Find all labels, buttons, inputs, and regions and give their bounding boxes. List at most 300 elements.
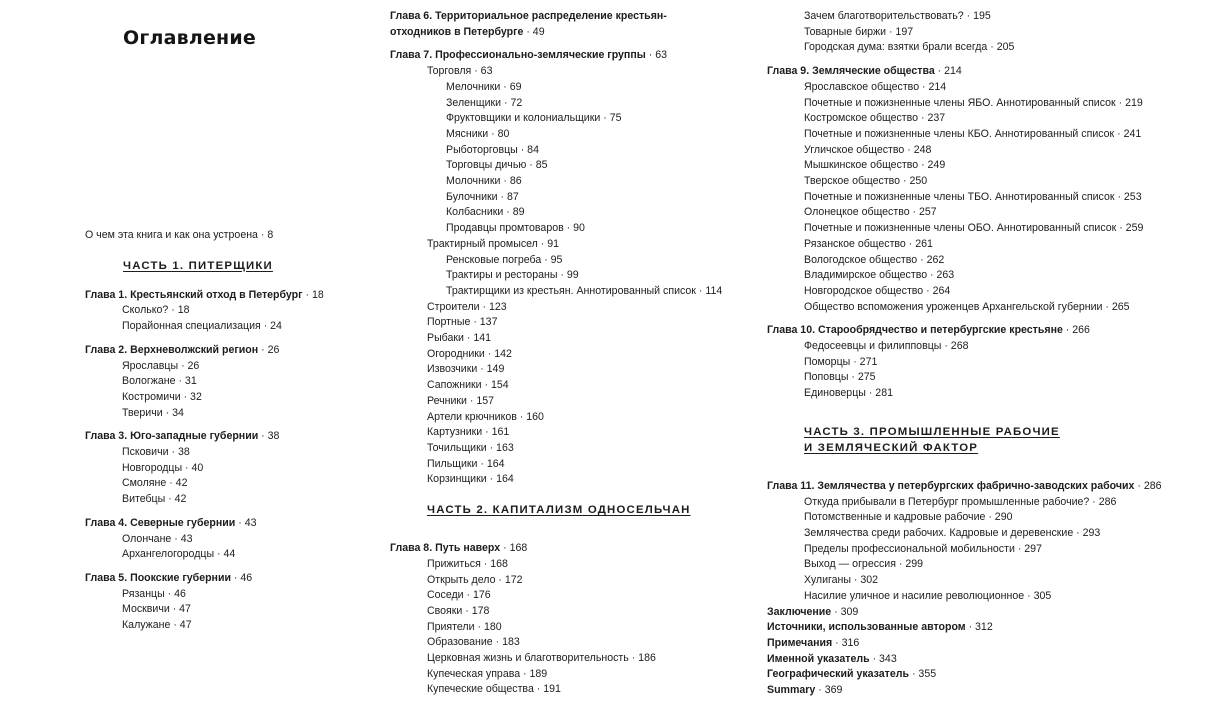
entry-title: Олонецкое общество (804, 206, 910, 219)
entry-title: Источники, использованные автором (767, 621, 966, 634)
toc-chapter-entry[interactable] (767, 620, 1212, 636)
part-heading-text: ЧАСТЬ 2. КАПИТАЛИЗМ ОДНОСЕЛЬЧАН (427, 504, 691, 517)
toc-chapter-entry[interactable] (85, 343, 375, 359)
toc-chapter-entry[interactable] (767, 667, 1212, 683)
entry-title: Витебцы (122, 493, 166, 506)
entry-title: Трактирщики из крестьян. Аннотированный список (446, 284, 696, 297)
entry-page-number: · 263 (927, 269, 955, 282)
toc-section-entry[interactable] (767, 557, 1212, 573)
toc-section-entry[interactable] (85, 602, 375, 618)
entry-page-number: · 47 (170, 619, 192, 632)
toc-section-entry[interactable] (390, 111, 750, 127)
entry-title: Трактиры и рестораны (446, 269, 558, 282)
entry-title: Торговцы дичью (446, 159, 527, 172)
entry-page-number: · 84 (517, 143, 539, 156)
entry-page-number: · 69 (500, 80, 522, 93)
toc-section-entry[interactable] (767, 158, 1212, 174)
toc-section-entry[interactable] (767, 589, 1212, 605)
entry-page-number: · 46 (230, 571, 253, 584)
toc-section-entry[interactable] (767, 96, 1212, 112)
entry-page-number: · 91 (537, 237, 560, 250)
toc-section-entry[interactable] (390, 80, 750, 96)
entry-title: Глава 2. Верхневолжский регион (85, 343, 259, 356)
toc-section-entry[interactable] (390, 651, 750, 667)
entry-title: Хулиганы (804, 574, 851, 587)
entry-title: Купеческая управа (427, 667, 521, 680)
entry-title: Владимирское общество (804, 269, 928, 282)
entry-page-number: · 343 (869, 652, 897, 665)
part-heading-text: ЧАСТЬ 1. ПИТЕРЩИКИ (123, 259, 273, 272)
entry-title: Соседи (427, 589, 464, 602)
entry-title: Порайонная специализация (122, 320, 261, 333)
entry-page-number: · 286 (1134, 479, 1162, 492)
entry-title: Рязанское общество (804, 237, 906, 250)
entry-title: Географический указатель (767, 668, 910, 681)
entry-page-number: · 141 (463, 332, 492, 345)
toc-section-entry[interactable] (85, 303, 375, 319)
toc-section-entry[interactable] (390, 362, 750, 378)
entry-page-number: · 180 (474, 620, 502, 633)
entry-page-number: · 316 (832, 636, 860, 649)
toc-section-entry[interactable] (767, 174, 1212, 190)
entry-page-number: · 63 (471, 65, 493, 78)
entry-title: Костромское общество (804, 112, 919, 125)
entry-page-number: · 137 (470, 316, 498, 329)
part-heading (804, 424, 1212, 456)
entry-title: Приятели (427, 620, 475, 633)
toc-section-entry[interactable] (767, 9, 1212, 25)
entry-page-number: · 257 (909, 206, 937, 219)
entry-page-number: · 205 (987, 41, 1015, 54)
toc-section-entry[interactable] (390, 557, 750, 573)
toc-section-entry[interactable] (390, 588, 750, 604)
toc-section-entry[interactable] (390, 300, 750, 316)
entry-page-number: · 189 (520, 667, 548, 680)
entry-title: Глава 10. Старообрядчество и петербургские крестьяне (767, 324, 1063, 337)
toc-section-entry[interactable] (390, 96, 750, 112)
toc-section-entry[interactable] (767, 25, 1212, 41)
entry-page-number: · 43 (235, 516, 257, 529)
entry-title: Прижиться (427, 557, 481, 570)
toc-section-entry[interactable] (85, 319, 375, 335)
entry-page-number: · 369 (815, 684, 843, 697)
entry-title: Рыботорговцы (446, 143, 518, 156)
entry-page-number: · 355 (909, 668, 937, 681)
entry-page-number: · 286 (1089, 495, 1117, 508)
toc-section-entry[interactable] (390, 284, 750, 300)
toc-column-right (767, 9, 1212, 699)
toc-section-entry[interactable] (767, 573, 1212, 589)
entry-title: Строители (427, 300, 480, 313)
entry-page-number: · 49 (523, 25, 545, 38)
entry-title: Насилие уличное и насилие революционное (804, 589, 1025, 602)
toc-section-entry[interactable] (390, 174, 750, 190)
entry-page-number: · 309 (831, 605, 859, 618)
entry-page-number: · 43 (171, 532, 193, 545)
entry-title: Рязанцы (122, 587, 165, 600)
entry-page-number: · 149 (477, 363, 505, 376)
toc-section-entry[interactable] (767, 510, 1212, 526)
toc-section-entry[interactable] (767, 370, 1212, 386)
entry-title: Архангелогородцы (122, 548, 215, 561)
entry-page-number: · 18 (168, 304, 190, 317)
toc-section-entry[interactable] (85, 476, 375, 492)
toc-section-entry[interactable] (85, 547, 375, 563)
entry-title: Примечания (767, 636, 833, 649)
entry-title: Колбасники (446, 206, 504, 219)
entry-title: Тверское общество (804, 175, 901, 188)
entry-page-number: · 195 (963, 10, 991, 22)
entry-title: Поповцы (804, 371, 849, 384)
entry-page-number: · 249 (918, 159, 946, 172)
entry-title: Речники (427, 394, 467, 407)
toc-section-entry[interactable] (767, 143, 1212, 159)
entry-page-number: · 178 (462, 604, 490, 617)
entry-page-number: · 183 (492, 636, 520, 649)
entry-page-number: · 99 (557, 269, 579, 282)
entry-page-number: · 31 (175, 375, 197, 388)
entry-page-number: · 38 (168, 446, 190, 459)
toc-section-entry[interactable] (390, 331, 750, 347)
toc-section-entry[interactable] (390, 190, 750, 206)
toc-section-entry[interactable] (390, 667, 750, 683)
entry-title: Свояки (427, 604, 463, 617)
entry-title: Потомственные и кадровые рабочие (804, 511, 986, 524)
entry-page-number: · 47 (169, 603, 191, 616)
entry-title: Москвичи (122, 603, 170, 616)
entry-title: Ярославское общество (804, 80, 920, 93)
entry-title: Глава 6. Территориальное распределение крестьян- (390, 10, 667, 22)
entry-page-number: · 271 (850, 355, 878, 368)
entry-title: отходников в Петербурге (390, 25, 524, 38)
entry-page-number: · 168 (500, 542, 528, 555)
toc-section-entry[interactable] (767, 111, 1212, 127)
entry-title: Тверичи (122, 406, 163, 419)
part-heading-text: ЧАСТЬ 3. ПРОМЫШЛЕННЫЕ РАБОЧИЕ (804, 425, 1060, 438)
toc-section-entry[interactable] (767, 127, 1212, 143)
entry-page-number: · 164 (486, 473, 514, 486)
entry-page-number: · 160 (516, 410, 544, 423)
toc-section-entry[interactable] (85, 461, 375, 477)
entry-page-number: · 241 (1114, 127, 1142, 140)
toc-section-entry[interactable] (767, 386, 1212, 402)
entry-title: Вологодское общество (804, 253, 918, 266)
entry-title: Зеленщики (446, 96, 502, 109)
toc-chapter-entry[interactable] (767, 64, 1212, 80)
entry-title: Точильщики (427, 441, 487, 454)
entry-title: Сколько? (122, 304, 169, 317)
entry-page-number: · 34 (162, 406, 184, 419)
toc-section-entry[interactable] (390, 682, 750, 698)
entry-page-number: · 8 (257, 229, 274, 241)
entry-page-number: · 142 (484, 347, 512, 360)
toc-column-middle (390, 9, 750, 698)
entry-title: Сапожники (427, 379, 482, 392)
toc-section-entry[interactable] (390, 604, 750, 620)
toc-chapter-entry[interactable] (767, 683, 1212, 699)
entry-title: Откуда прибывали в Петербург промышленные рабочие? (804, 495, 1090, 508)
toc-section-entry[interactable] (767, 190, 1212, 206)
entry-page-number: · 262 (917, 253, 945, 266)
toc-section-entry[interactable] (767, 40, 1212, 56)
entry-page-number: · 214 (919, 80, 947, 93)
entry-page-number: · 26 (258, 343, 280, 356)
entry-page-number: · 281 (865, 387, 893, 400)
entry-title: Калужане (122, 619, 171, 632)
toc-section-entry[interactable] (390, 64, 750, 80)
entry-title: Глава 4. Северные губернии (85, 516, 236, 529)
toc-section-entry[interactable] (390, 253, 750, 269)
toc-section-entry[interactable] (390, 620, 750, 636)
entry-title: Новгородцы (122, 461, 183, 474)
entry-page-number: · 75 (600, 112, 622, 125)
toc-chapter-entry[interactable] (390, 9, 750, 25)
toc-chapter-entry[interactable] (767, 636, 1212, 652)
entry-page-number: · 42 (166, 477, 188, 490)
part-heading (123, 258, 375, 274)
entry-page-number: · 89 (503, 206, 525, 219)
entry-title: Мышкинское общество (804, 159, 919, 172)
entry-page-number: · 42 (165, 493, 187, 506)
entry-title: Именной указатель (767, 652, 870, 665)
entry-title: Федосеевцы и филипповцы (804, 340, 942, 353)
toc-section-entry[interactable] (390, 635, 750, 651)
entry-page-number: · 163 (486, 441, 514, 454)
entry-page-number: · 264 (923, 284, 951, 297)
entry-title: Картузники (427, 426, 483, 439)
toc-section-entry[interactable] (390, 205, 750, 221)
part-heading (427, 502, 750, 518)
toc-section-entry[interactable] (767, 495, 1212, 511)
entry-page-number: · 87 (497, 190, 519, 203)
entry-title: Выход — огрессия (804, 558, 896, 571)
entry-page-number: · 95 (541, 253, 563, 266)
toc-chapter-entry[interactable] (390, 25, 750, 41)
toc-section-entry[interactable] (390, 425, 750, 441)
toc-section-entry[interactable] (767, 205, 1212, 221)
toc-section-entry[interactable] (390, 378, 750, 394)
entry-title: Заключение (767, 605, 832, 618)
entry-title: Купеческие общества (427, 683, 534, 696)
entry-title: Вологжане (122, 375, 176, 388)
entry-title: Фруктовщики и колониальщики (446, 112, 601, 125)
part-heading-text: И ЗЕМЛЯЧЕСКИЙ ФАКТОР (804, 441, 979, 454)
entry-title: О чем эта книга и как она устроена (85, 229, 258, 241)
toc-chapter-entry[interactable] (85, 288, 375, 304)
entry-title: Почетные и пожизненные члены ЯБО. Аннотированный список (804, 96, 1116, 109)
entry-title: Зачем благотворительствовать? (804, 10, 964, 22)
entry-page-number: · 186 (628, 652, 656, 665)
entry-title: Торговля (427, 65, 472, 78)
entry-title: Поморцы (804, 355, 851, 368)
entry-page-number: · 268 (941, 340, 969, 353)
toc-section-entry[interactable] (767, 253, 1212, 269)
entry-page-number: · 305 (1024, 589, 1052, 602)
toc-section-entry[interactable] (390, 158, 750, 174)
entry-page-number: · 259 (1116, 222, 1144, 235)
entry-page-number: · 114 (695, 284, 723, 297)
entry-page-number: · 299 (895, 558, 924, 571)
toc-chapter-entry[interactable] (767, 605, 1212, 621)
entry-page-number: · 86 (500, 175, 522, 188)
entry-title: Трактирный промысел (427, 237, 538, 250)
toc-section-entry[interactable] (390, 573, 750, 589)
toc-section-entry[interactable] (390, 457, 750, 473)
entry-title: Пределы профессиональной мобильности (804, 542, 1015, 555)
entry-page-number: · 250 (900, 175, 928, 188)
toc-section-entry[interactable] (767, 284, 1212, 300)
toc-chapter-entry[interactable] (767, 479, 1212, 495)
toc-section-entry[interactable] (390, 268, 750, 284)
entry-page-number: · 63 (645, 49, 667, 62)
entry-page-number: · 164 (477, 457, 505, 470)
entry-title: Олончане (122, 532, 172, 545)
toc-section-entry[interactable] (767, 221, 1212, 237)
toc-chapter-entry[interactable] (767, 652, 1212, 668)
entry-page-number: · 44 (214, 548, 236, 561)
entry-page-number: · 123 (479, 300, 507, 313)
entry-page-number: · 219 (1115, 96, 1143, 109)
entry-page-number: · 253 (1114, 190, 1142, 203)
page-title: Оглавление (123, 27, 256, 49)
entry-page-number: · 237 (918, 112, 946, 125)
toc-intro-entry[interactable] (85, 228, 375, 244)
entry-title: Огородники (427, 347, 485, 360)
toc-section-entry[interactable] (767, 237, 1212, 253)
toc-chapter-entry[interactable] (390, 541, 750, 557)
entry-title: Глава 1. Крестьянский отход в Петербург (85, 288, 303, 301)
toc-section-entry[interactable] (85, 587, 375, 603)
toc-section-entry[interactable] (390, 127, 750, 143)
toc-section-entry[interactable] (767, 542, 1212, 558)
entry-title: Summary (767, 684, 816, 697)
entry-page-number: · 297 (1014, 542, 1042, 555)
entry-page-number: · 176 (463, 589, 491, 602)
entry-title: Открыть дело (427, 573, 496, 586)
toc-section-entry[interactable] (85, 618, 375, 634)
entry-title: Глава 9. Земляческие общества (767, 65, 935, 78)
toc-section-entry[interactable] (390, 143, 750, 159)
entry-title: Глава 3. Юго-западные губернии (85, 430, 259, 443)
toc-section-entry[interactable] (390, 394, 750, 410)
toc-section-entry[interactable] (767, 80, 1212, 96)
toc-section-entry[interactable] (85, 532, 375, 548)
entry-title: Новгородское общество (804, 284, 924, 297)
toc-chapter-entry[interactable] (85, 516, 375, 532)
entry-title: Глава 8. Путь наверх (390, 542, 501, 555)
entry-title: Извозчики (427, 363, 478, 376)
entry-title: Смоляне (122, 477, 167, 490)
entry-page-number: · 72 (501, 96, 523, 109)
entry-title: Товарные биржи (804, 25, 887, 38)
toc-chapter-entry[interactable] (390, 48, 750, 64)
toc-section-entry[interactable] (390, 315, 750, 331)
toc-column-left (85, 228, 375, 634)
toc-section-entry[interactable] (85, 445, 375, 461)
entry-title: Почетные и пожизненные члены ТБО. Аннотированный список (804, 190, 1115, 203)
entry-title: Ярославцы (122, 359, 179, 372)
toc-section-entry[interactable] (390, 237, 750, 253)
entry-page-number: · 26 (178, 359, 200, 372)
toc-section-entry[interactable] (767, 526, 1212, 542)
toc-section-entry[interactable] (767, 268, 1212, 284)
entry-page-number: · 290 (985, 511, 1013, 524)
entry-title: Артели крючников (427, 410, 517, 423)
entry-title: Продавцы промтоваров (446, 222, 564, 235)
entry-title: Церковная жизнь и благотворительность (427, 652, 629, 665)
entry-title: Корзинщики (427, 473, 487, 486)
entry-title: Единоверцы (804, 387, 866, 400)
entry-title: Мелочники (446, 80, 501, 93)
entry-title: Городская дума: взятки брали всегда (804, 41, 988, 54)
entry-title: Глава 5. Поокские губернии (85, 571, 231, 584)
entry-page-number: · 24 (260, 320, 282, 333)
toc-section-entry[interactable] (85, 390, 375, 406)
entry-title: Глава 7. Профессионально-земляческие группы (390, 49, 646, 62)
entry-title: Костромичи (122, 390, 181, 403)
entry-title: Землячества среди рабочих. Кадровые и деревенские (804, 526, 1074, 539)
toc-section-entry[interactable] (390, 472, 750, 488)
toc-section-entry[interactable] (85, 359, 375, 375)
entry-title: Рыбаки (427, 332, 464, 345)
entry-title: Общество вспоможения уроженцев Архангельской губернии (804, 300, 1103, 313)
entry-page-number: · 46 (164, 587, 186, 600)
toc-section-entry[interactable] (767, 339, 1212, 355)
entry-title: Булочники (446, 190, 498, 203)
toc-chapter-entry[interactable] (767, 323, 1212, 339)
entry-page-number: · 312 (965, 621, 993, 634)
entry-page-number: · 214 (934, 65, 962, 78)
entry-page-number: · 248 (904, 143, 932, 156)
toc-section-entry[interactable] (767, 300, 1212, 316)
entry-title: Ренсковые погреба (446, 253, 542, 266)
entry-page-number: · 302 (850, 574, 879, 587)
entry-title: Образование (427, 636, 493, 649)
toc-section-entry[interactable] (390, 410, 750, 426)
entry-page-number: · 157 (466, 394, 495, 407)
entry-title: Почетные и пожизненные члены КБО. Аннотированный список (804, 127, 1115, 140)
entry-page-number: · 80 (488, 127, 510, 140)
entry-title: Угличское общество (804, 143, 905, 156)
entry-page-number: · 161 (482, 426, 510, 439)
entry-page-number: · 275 (848, 371, 876, 384)
entry-page-number: · 18 (302, 288, 324, 301)
entry-page-number: · 293 (1073, 526, 1101, 539)
entry-title: Мясники (446, 127, 489, 140)
toc-chapter-entry[interactable] (85, 571, 375, 587)
entry-page-number: · 38 (258, 430, 280, 443)
toc-section-entry[interactable] (85, 492, 375, 508)
entry-page-number: · 168 (480, 557, 508, 570)
toc-section-entry[interactable] (390, 221, 750, 237)
entry-page-number: · 85 (526, 159, 548, 172)
toc-section-entry[interactable] (390, 441, 750, 457)
toc-section-entry[interactable] (390, 347, 750, 363)
entry-page-number: · 32 (180, 390, 202, 403)
entry-page-number: · 172 (495, 573, 523, 586)
toc-chapter-entry[interactable] (85, 429, 375, 445)
toc-section-entry[interactable] (85, 406, 375, 422)
entry-title: Псковичи (122, 446, 169, 459)
entry-title: Молочники (446, 175, 501, 188)
entry-page-number: · 261 (905, 237, 933, 250)
entry-page-number: · 154 (481, 379, 509, 392)
entry-page-number: · 40 (182, 461, 204, 474)
toc-section-entry[interactable] (767, 355, 1212, 371)
entry-page-number: · 90 (563, 222, 585, 235)
entry-title: Глава 11. Землячества у петербургских фабрично-заводских рабочих (767, 479, 1135, 492)
toc-section-entry[interactable] (85, 374, 375, 390)
